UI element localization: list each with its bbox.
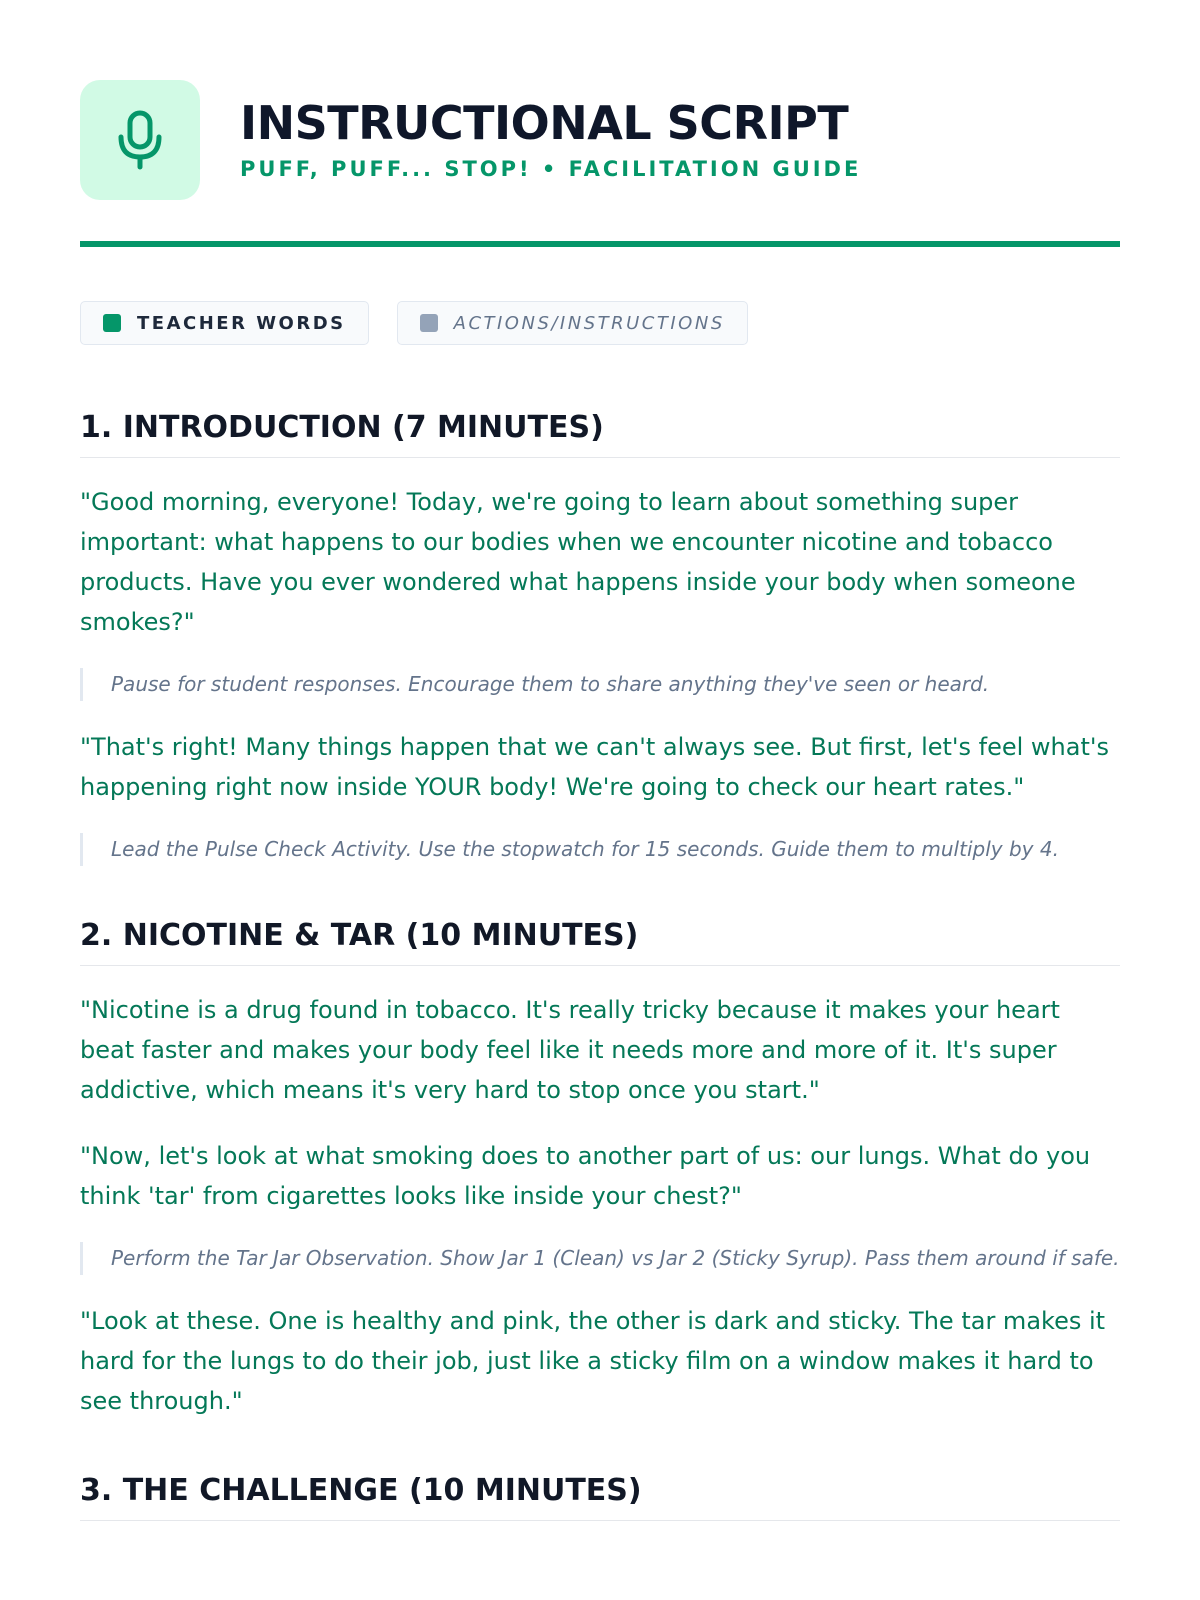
action-swatch <box>420 314 438 332</box>
microphone-icon-tile <box>80 80 200 200</box>
legend-teacher-label: TEACHER WORDS <box>137 312 346 334</box>
teacher-words: "Nicotine is a drug found in tobacco. It's really tricky because it makes your heart beat faster and makes your body feel like it needs more and more of it. It's super addictive, which means it's very hard to stop once you start." <box>80 996 1060 1104</box>
teacher-words: "That's right! Many things happen that we can't always see. But first, let's feel what's happening right now inside YOUR body! We're going to check our heart rates." <box>80 733 1109 801</box>
page-subtitle: PUFF, PUFF... STOP! • FACILITATION GUIDE <box>240 157 862 182</box>
teacher-words: "Look at these. One is healthy and pink, the other is dark and sticky. The tar makes it hard for the lungs to do their job, just like a sticky film on a window makes it hard to see through." <box>80 1307 1106 1415</box>
legend-action-label: ACTIONS/INSTRUCTIONS <box>453 312 725 334</box>
teacher-words: "Good morning, everyone! Today, we're going to learn about something super important: what happens to our bodies when we encounter nicotine and tobacco products. Have you ever wondered what happens inside your body when someone smokes?" <box>80 488 1076 636</box>
legend-actions <box>397 301 748 345</box>
microphone-icon <box>115 109 165 171</box>
section-introduction <box>80 410 1120 866</box>
section-title: 2. NICOTINE & TAR (10 MINUTES) <box>80 918 1120 966</box>
teacher-swatch <box>103 314 121 332</box>
section-title: 3. THE CHALLENGE (10 MINUTES) <box>80 1473 1120 1521</box>
action-instruction: Perform the Tar Jar Observation. Show Jar 1 (Clean) vs Jar 2 (Sticky Syrup). Pass them around if safe. <box>80 1242 1120 1275</box>
legend <box>80 301 748 345</box>
script-content <box>80 410 1120 1573</box>
section-title: 1. INTRODUCTION (7 MINUTES) <box>80 410 1120 458</box>
legend-teacher-words <box>80 301 369 345</box>
teacher-words: "Now, let's look at what smoking does to another part of us: our lungs. What do you think 'tar' from cigarettes looks like inside your chest?" <box>80 1142 1091 1210</box>
header <box>80 80 1120 200</box>
title-block <box>240 95 862 182</box>
action-instruction: Lead the Pulse Check Activity. Use the stopwatch for 15 seconds. Guide them to multiply by 4. <box>80 833 1120 866</box>
header-divider <box>80 241 1120 247</box>
page-title: INSTRUCTIONAL SCRIPT <box>240 95 849 150</box>
section-nicotine-tar <box>80 918 1120 1421</box>
section-challenge <box>80 1473 1120 1521</box>
action-instruction: Pause for student responses. Encourage them to share anything they've seen or heard. <box>80 668 1120 701</box>
